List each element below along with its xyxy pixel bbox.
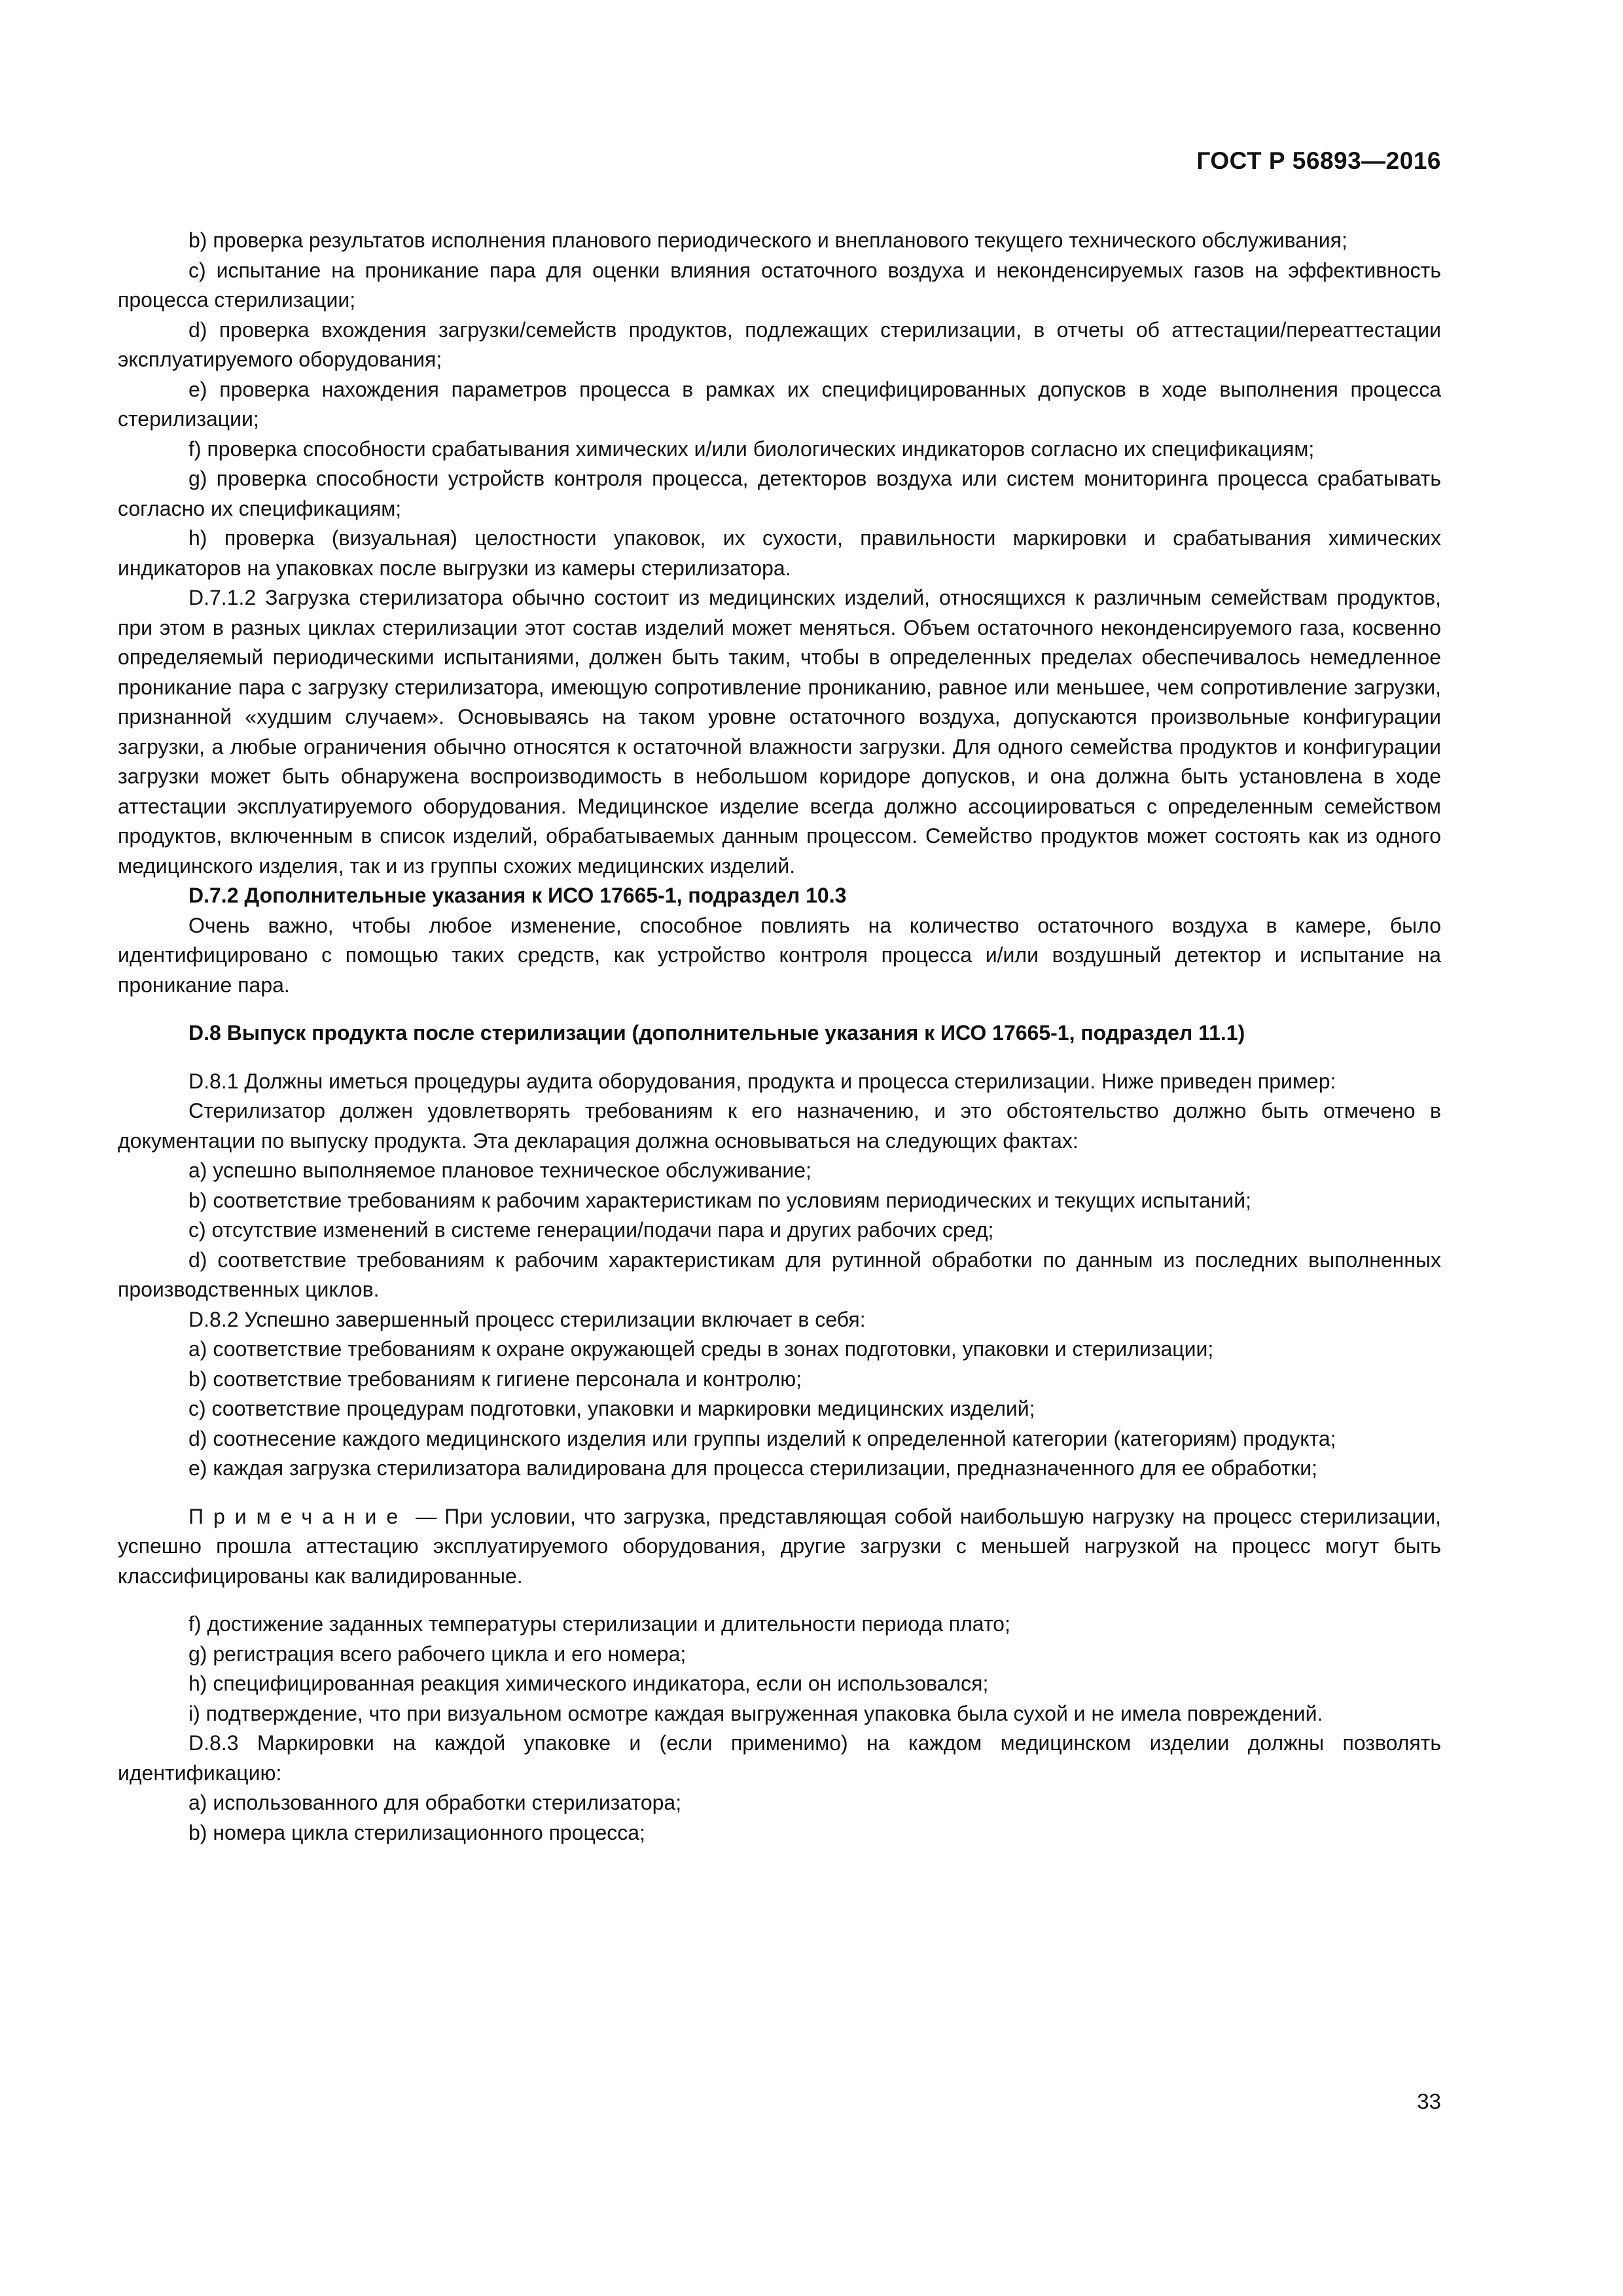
clause-d8-2: D.8.2 Успешно завершенный процесс стерилизации включает в себя: [188, 1307, 866, 1331]
list-item: е) каждая загрузка стерилизатора валидирована для процесса стерилизации, предназначенного для ее обработки; [188, 1456, 1318, 1480]
list-item: d) проверка вхождения загрузки/семейств продуктов, подлежащих стерилизации, в отчеты об аттестации/переаттестации эксплуатируемого оборудования; [118, 317, 1441, 371]
body-paragraph: Стерилизатор должен удовлетворять требованиям к его назначению, и это обстоятельство должно быть отмечено в документации по выпуску продукта. Эта декларация должна основываться на следующих фактах: [118, 1099, 1441, 1153]
list-item: h) проверка (визуальная) целостности упаковок, их сухости, правильности маркировки и срабатывания химических индикаторов на упаковках после выгрузки из камеры стерилизатора. [118, 526, 1441, 580]
note-paragraph [118, 1502, 1441, 1592]
clause-d8-3: D.8.3 Маркировки на каждой упаковке и (если применимо) на каждом медицинском изделии должны позволять идентификацию: [118, 1731, 1441, 1785]
list-item: а) соответствие требованиям к охране окружающей среды в зонах подготовки, упаковки и стерилизации; [188, 1337, 1214, 1361]
document-code-header: ГОСТ Р 56893—2016 [1196, 147, 1441, 174]
list-item: а) успешно выполняемое плановое техническое обслуживание; [188, 1158, 812, 1182]
list-item: е) проверка нахождения параметров процесса в рамках их специфицированных допусков в ходе выполнения процесса стерилизации; [118, 377, 1441, 431]
list-item: b) соответствие требованиям к гигиене персонала и контролю; [188, 1367, 802, 1391]
list-item: с) отсутствие изменений в системе генерации/подачи пара и других рабочих сред; [188, 1218, 994, 1242]
list-item: d) соответствие требованиям к рабочим характеристикам для рутинной обработки по данным из последних выполненных производственных циклов. [118, 1247, 1441, 1301]
heading-d7-2: D.7.2 Дополнительные указания к ИСО 17665-1, подраздел 10.3 [188, 884, 847, 907]
document-body [118, 226, 1441, 1848]
list-item: f) достижение заданных температуры стерилизации и длительности периода плато; [188, 1612, 1010, 1636]
list-item: g) регистрация всего рабочего цикла и его номера; [188, 1641, 687, 1666]
list-item: с) испытание на проникание пара для оценки влияния остаточного воздуха и неконденсируемых газов на эффективность процесса стерилизации; [118, 258, 1441, 312]
list-item: b) проверка результатов исполнения планового периодического и внепланового текущего технического обслуживания; [188, 228, 1347, 252]
clause-d7-1-2: D.7.1.2 Загрузка стерилизатора обычно состоит из медицинских изделий, относящихся к различным семействам продуктов, при этом в разных циклах стерилизации этот состав изделий может меняться. Объем остаточного неконденсируемого газа, косвенно определяемый периодическими испытаниями, должен быть таким, чтобы в определенных пределах обеспечивалось немедленное проникание пара с загрузку стерилизатора, имеющую сопротивление прониканию, равное или меньшее, чем сопротивление загрузки, признанной «худшим случаем». Основываясь на таком уровне остаточного воздуха, допускаются произвольные конфигурации загрузки, а любые ограничения обычно относятся к остаточной влажности загрузки. Для одного семейства продуктов и конфигурации загрузки может быть обнаружена воспроизводимость в небольшом коридоре допусков, и она должна быть установлена в ходе аттестации эксплуатируемого оборудования. Медицинское изделие всегда должно ассоциироваться с определенным семейством продуктов, включенным в список изделий, обрабатываемых данным процессом. Семейство продуктов может состоять как из одного медицинского изделия, так и из группы схожих медицинских изделий. [118, 586, 1441, 878]
clause-d7-2-text: Очень важно, чтобы любое изменение, способное повлиять на количество остаточного воздуха в камере, было идентифицировано с помощью таких средств, как устройство контроля процесса и/или воздушный детектор и испытание на проникание пара. [118, 913, 1441, 997]
page-number: 33 [1417, 2089, 1441, 2113]
note-label: Примечание [188, 1504, 408, 1528]
list-item: b) соответствие требованиям к рабочим характеристикам по условиям периодических и текущих испытаний; [188, 1188, 1251, 1212]
section-heading-d8: D.8 Выпуск продукта после стерилизации (дополнительные указания к ИСО 17665-1, подраздел 11.1) [188, 1021, 1245, 1045]
list-item: f) проверка способности срабатывания химических и/или биологических индикаторов согласно их спецификациям; [188, 437, 1315, 461]
list-item: с) соответствие процедурам подготовки, упаковки и маркировки медицинских изделий; [188, 1397, 1035, 1420]
list-item: b) номера цикла стерилизационного процесса; [188, 1820, 645, 1844]
list-item: i) подтверждение, что при визуальном осмотре каждая выгруженная упаковка была сухой и не имела повреждений. [188, 1701, 1323, 1725]
list-item: g) проверка способности устройств контроля процесса, детекторов воздуха или систем мониторинга процесса срабатывать согласно их спецификациям; [118, 467, 1441, 520]
list-item: d) соотнесение каждого медицинского изделия или группы изделий к определенной категории (категориям) продукта; [188, 1426, 1336, 1450]
list-item: h) специфицированная реакция химического индикатора, если он использовался; [188, 1672, 989, 1695]
clause-d8-1: D.8.1 Должны иметься процедуры аудита оборудования, продукта и процесса стерилизации. Ниже приведен пример: [188, 1069, 1336, 1093]
note-text: — При условии, что загрузка, представляющая собой наибольшую нагрузку на процесс стерилизации, успешно прошла аттестацию эксплуатируемого оборудования, другие загрузки с меньшей нагрузкой на процесс могут быть классифицированы как валидированные. [118, 1504, 1441, 1588]
list-item: а) использованного для обработки стерилизатора; [188, 1791, 682, 1814]
